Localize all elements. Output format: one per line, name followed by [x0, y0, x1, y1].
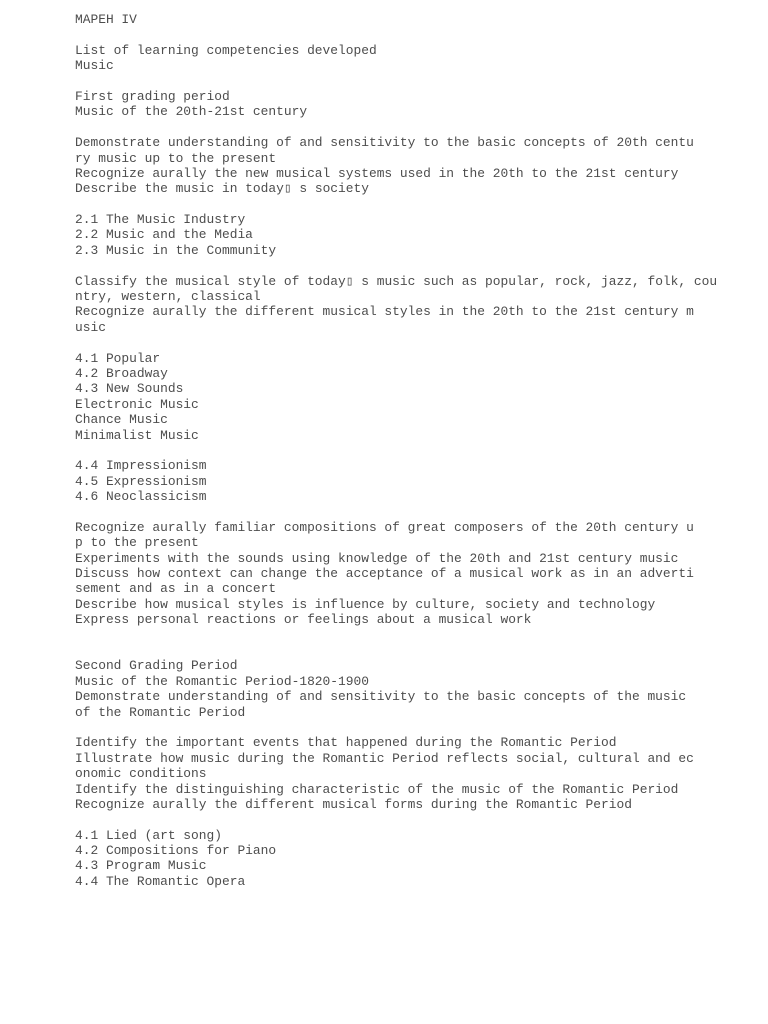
second-period-title: Second Grading Period — [75, 658, 238, 674]
competency-line: p to the present — [75, 535, 199, 551]
list-item: 4.1 Popular — [75, 350, 161, 366]
first-period-topic: Music of the 20th-21st century — [75, 104, 308, 120]
competency-line: Demonstrate understanding of and sensitivity to the basic concepts of the music — [75, 689, 687, 705]
list-item: Electronic Music — [75, 396, 199, 412]
spacer — [75, 258, 725, 273]
spacer — [75, 628, 725, 643]
competency-line: Experiments with the sounds using knowledge of the 20th and 21st century music — [75, 550, 679, 566]
spacer — [75, 443, 725, 458]
list-item: 4.5 Expressionism — [75, 473, 207, 489]
first-period-title: First grading period — [75, 88, 230, 104]
spacer — [75, 643, 725, 658]
competency-line: Recognize aurally familiar compositions of great composers of the 20th century u — [75, 519, 694, 535]
list-item: 2.1 The Music Industry — [75, 212, 246, 228]
competency-line: Describe the music in today▯ s society — [75, 181, 369, 197]
competency-line: ntry, western, classical — [75, 289, 261, 305]
spacer — [75, 335, 725, 350]
competency-line: onomic conditions — [75, 766, 207, 782]
competency-line: Identify the important events that happened during the Romantic Period — [75, 735, 617, 751]
competency-line: usic — [75, 319, 106, 335]
list-item: 4.2 Compositions for Piano — [75, 843, 277, 859]
spacer — [75, 27, 725, 42]
list-item: 4.3 Program Music — [75, 858, 207, 874]
list-item: 4.1 Lied (art song) — [75, 827, 222, 843]
list-item: Minimalist Music — [75, 427, 199, 443]
competency-line: Recognize aurally the different musical styles in the 20th to the 21st century m — [75, 304, 694, 320]
competency-line: Recognize aurally the new musical systems used in the 20th to the 21st century — [75, 165, 679, 181]
competency-line: Classify the musical style of today▯ s music such as popular, rock, jazz, folk, cou — [75, 273, 718, 289]
competency-line: Discuss how context can change the acceptance of a musical work as in an adverti — [75, 566, 694, 582]
list-item: 4.4 The Romantic Opera — [75, 873, 246, 889]
competency-line: of the Romantic Period — [75, 704, 246, 720]
subject-label: Music — [75, 58, 114, 74]
competency-line: Express personal reactions or feelings about a musical work — [75, 612, 532, 628]
document-header: MAPEH IV — [75, 12, 137, 27]
competency-line: ry music up to the present — [75, 150, 277, 166]
list-item: 4.4 Impressionism — [75, 458, 207, 474]
competency-line: sement and as in a concert — [75, 581, 277, 597]
competency-line: Identify the distinguishing characteristic of the music of the Romantic Period — [75, 781, 679, 797]
competency-line: Recognize aurally the different musical forms during the Romantic Period — [75, 796, 632, 812]
competency-line: Demonstrate understanding of and sensitivity to the basic concepts of 20th centu — [75, 135, 694, 151]
spacer — [75, 812, 725, 827]
spacer — [75, 720, 725, 735]
list-item: 4.6 Neoclassicism — [75, 489, 207, 505]
document-subtitle: List of learning competencies developed — [75, 42, 377, 58]
document-page — [75, 12, 725, 889]
spacer — [75, 505, 725, 520]
list-item: 2.2 Music and the Media — [75, 227, 253, 243]
second-period-topic: Music of the Romantic Period-1820-1900 — [75, 673, 369, 689]
list-item: 4.2 Broadway — [75, 365, 168, 381]
list-item: 4.3 New Sounds — [75, 381, 184, 397]
spacer — [75, 120, 725, 135]
spacer — [75, 197, 725, 212]
list-item: Chance Music — [75, 412, 168, 428]
spacer — [75, 74, 725, 89]
competency-line: Illustrate how music during the Romantic Period reflects social, cultural and ec — [75, 750, 694, 766]
competency-line: Describe how musical styles is influence by culture, society and technology — [75, 596, 656, 612]
list-item: 2.3 Music in the Community — [75, 242, 277, 258]
